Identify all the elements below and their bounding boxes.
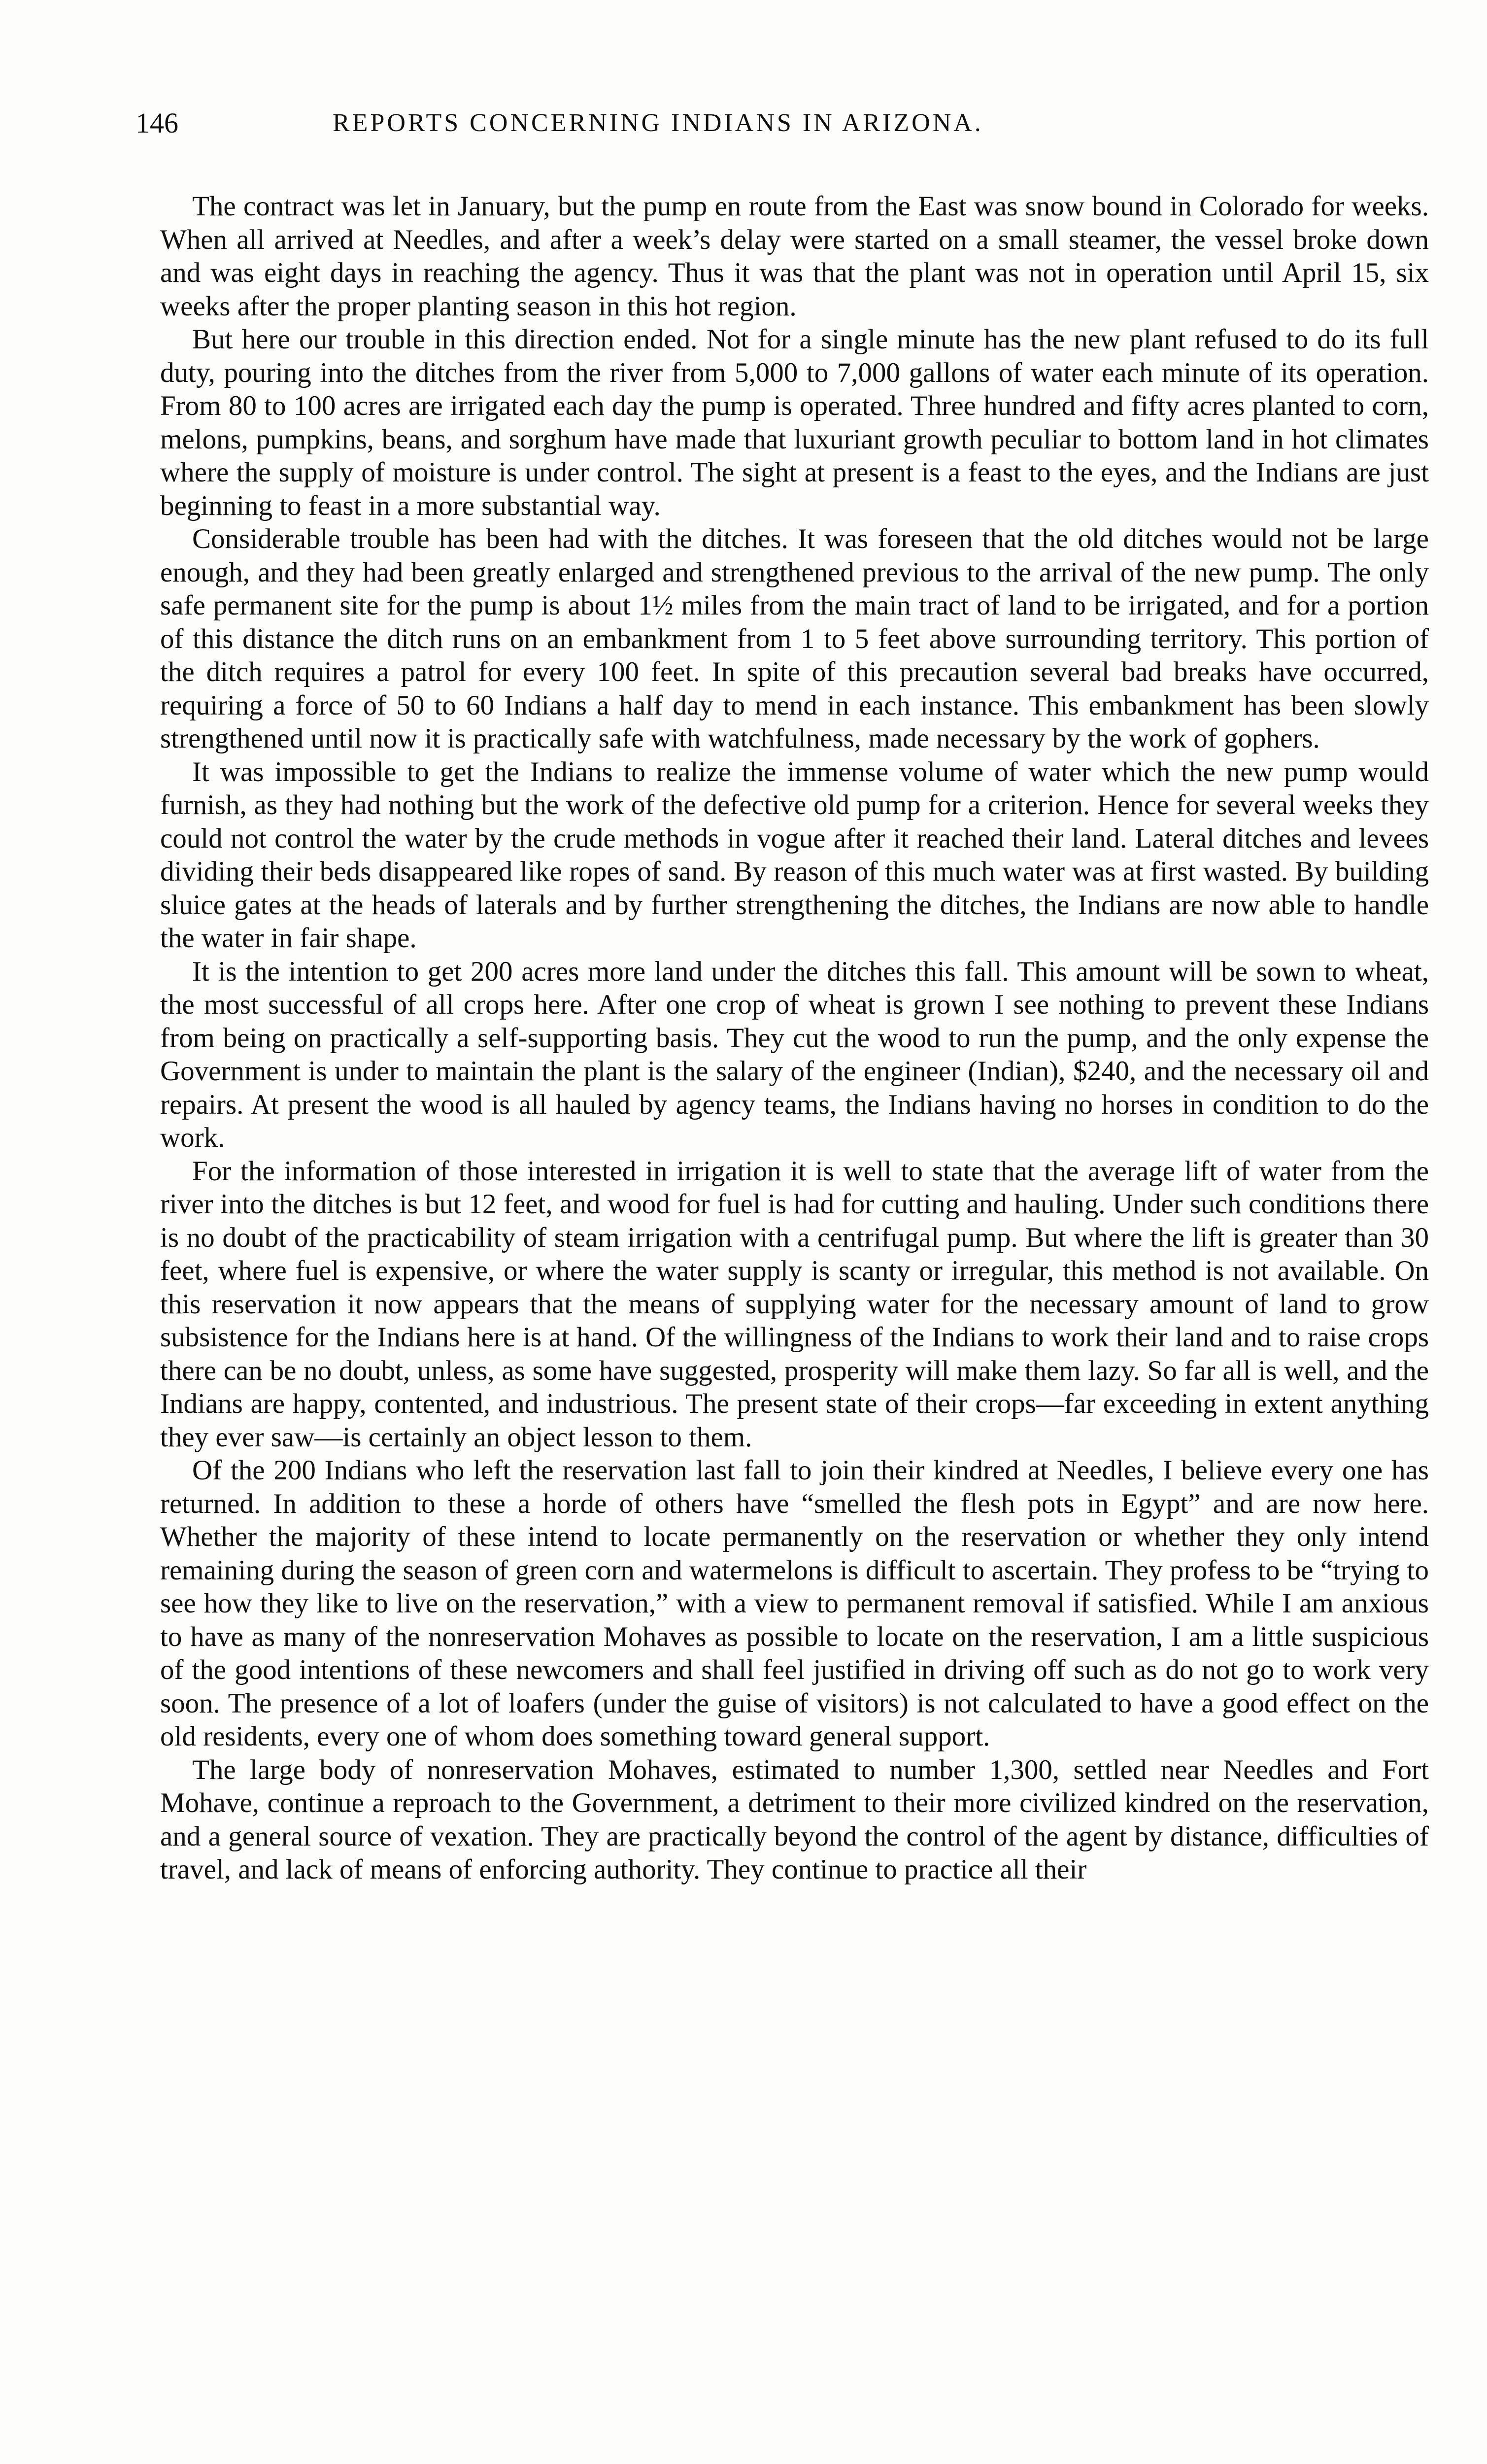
report-body <box>160 190 1429 1886</box>
paragraph: The large body of nonreservation Mohaves, estimated to number 1,300, settled near Needles and Fort Mohave, continue a reproach to the Government, a detriment to their more civilized kindred on the reservation, and a general source of vexation. They are practically beyond the control of the agent by distance, difficulties of travel, and lack of means of enforcing authority. They continue to practice all their <box>160 1754 1429 1885</box>
running-head <box>135 106 1249 140</box>
paragraph: For the information of those interested in irrigation it is well to state that the average lift of water from the river into the ditches is but 12 feet, and wood for fuel is had for cutting and hauling. Under such conditions there is no doubt of the practicability of steam irrigation with a centrifugal pump. But where the lift is greater than 30 feet, where fuel is expensive, or where the water supply is scanty or irregular, this method is not available. On this reservation it now appears that the means of supplying water for the necessary amount of land to grow subsistence for the Indians here is at hand. Of the willingness of the Indians to work their land and to raise crops there can be no doubt, unless, as some have suggested, prosperity will make them lazy. So far all is well, and the Indians are happy, contented, and industrious. The present state of their crops—far exceeding in extent anything they ever saw—is certainly an object lesson to them. <box>160 1155 1429 1453</box>
paragraph: Considerable trouble has been had with the ditches. It was foreseen that the old ditches would not be large enough, and they had been greatly enlarged and strengthened previous to the arrival of the new pump. The only safe permanent site for the pump is about 1½ miles from the main tract of land to be irrigated, and for a portion of this distance the ditch runs on an embankment from 1 to 5 feet above surrounding territory. This portion of the ditch requires a patrol for every 100 feet. In spite of this precaution several bad breaks have occurred, requiring a force of 50 to 60 Indians a half day to mend in each instance. This embankment has been slowly strengthened until now it is practically safe with watchfulness, made necessary by the work of gophers. <box>160 523 1429 754</box>
paragraph: Of the 200 Indians who left the reservation last fall to join their kindred at Needles, I believe every one has returned. In addition to these a horde of others have “smelled the flesh pots in Egypt” and are now here. Whether the majority of these intend to locate permanently on the reservation or whether they only intend remaining during the season of green corn and watermelons is difficult to ascertain. They profess to be “trying to see how they like to live on the reservation,” with a view to permanent removal if satisfied. While I am anxious to have as many of the nonreservation Mohaves as possible to locate on the reservation, I am a little suspicious of the good intentions of these newcomers and shall feel justified in driving off such as do not go to work very soon. The presence of a lot of loafers (under the guise of visitors) is not calculated to have a good effect on the old residents, every one of whom does something toward general support. <box>160 1455 1429 1752</box>
page-number: 146 <box>135 107 178 139</box>
paragraph: But here our trouble in this direction ended. Not for a single minute has the new plant refused to do its full duty, pouring into the ditches from the river from 5,000 to 7,000 gallons of water each minute of its operation. From 80 to 100 acres are irrigated each day the pump is operated. Three hundred and fifty acres planted to corn, melons, pumpkins, beans, and sorghum have made that luxuriant growth peculiar to bottom land in hot climates where the supply of moisture is under control. The sight at present is a feast to the eyes, and the Indians are just beginning to feast in a more substantial way. <box>160 324 1429 521</box>
paragraph: It is the intention to get 200 acres more land under the ditches this fall. This amount will be sown to wheat, the most successful of all crops here. After one crop of wheat is grown I see nothing to prevent these Indians from being on practically a self-supporting basis. They cut the wood to run the pump, and the only expense the Government is under to maintain the plant is the salary of the engineer (Indian), $240, and the necessary oil and repairs. At present the wood is all hauled by agency teams, the Indians having no horses in condition to do the work. <box>160 956 1429 1153</box>
paragraph: The contract was let in January, but the pump en route from the East was snow bound in Colorado for weeks. When all arrived at Needles, and after a week’s delay were started on a small steamer, the vessel broke down and was eight days in reaching the agency. Thus it was that the plant was not in operation until April 15, six weeks after the proper planting season in this hot region. <box>160 191 1429 322</box>
running-title: REPORTS CONCERNING INDIANS IN ARIZONA. <box>333 109 983 137</box>
paragraph: It was impossible to get the Indians to realize the immense volume of water which the new pump would furnish, as they had nothing but the work of the defective old pump for a criterion. Hence for several weeks they could not control the water by the crude methods in vogue after it reached their land. Lateral ditches and levees dividing their beds disappeared like ropes of sand. By reason of this much water was at first wasted. By building sluice gates at the heads of laterals and by further strengthening the ditches, the Indians are now able to handle the water in fair shape. <box>160 756 1429 954</box>
